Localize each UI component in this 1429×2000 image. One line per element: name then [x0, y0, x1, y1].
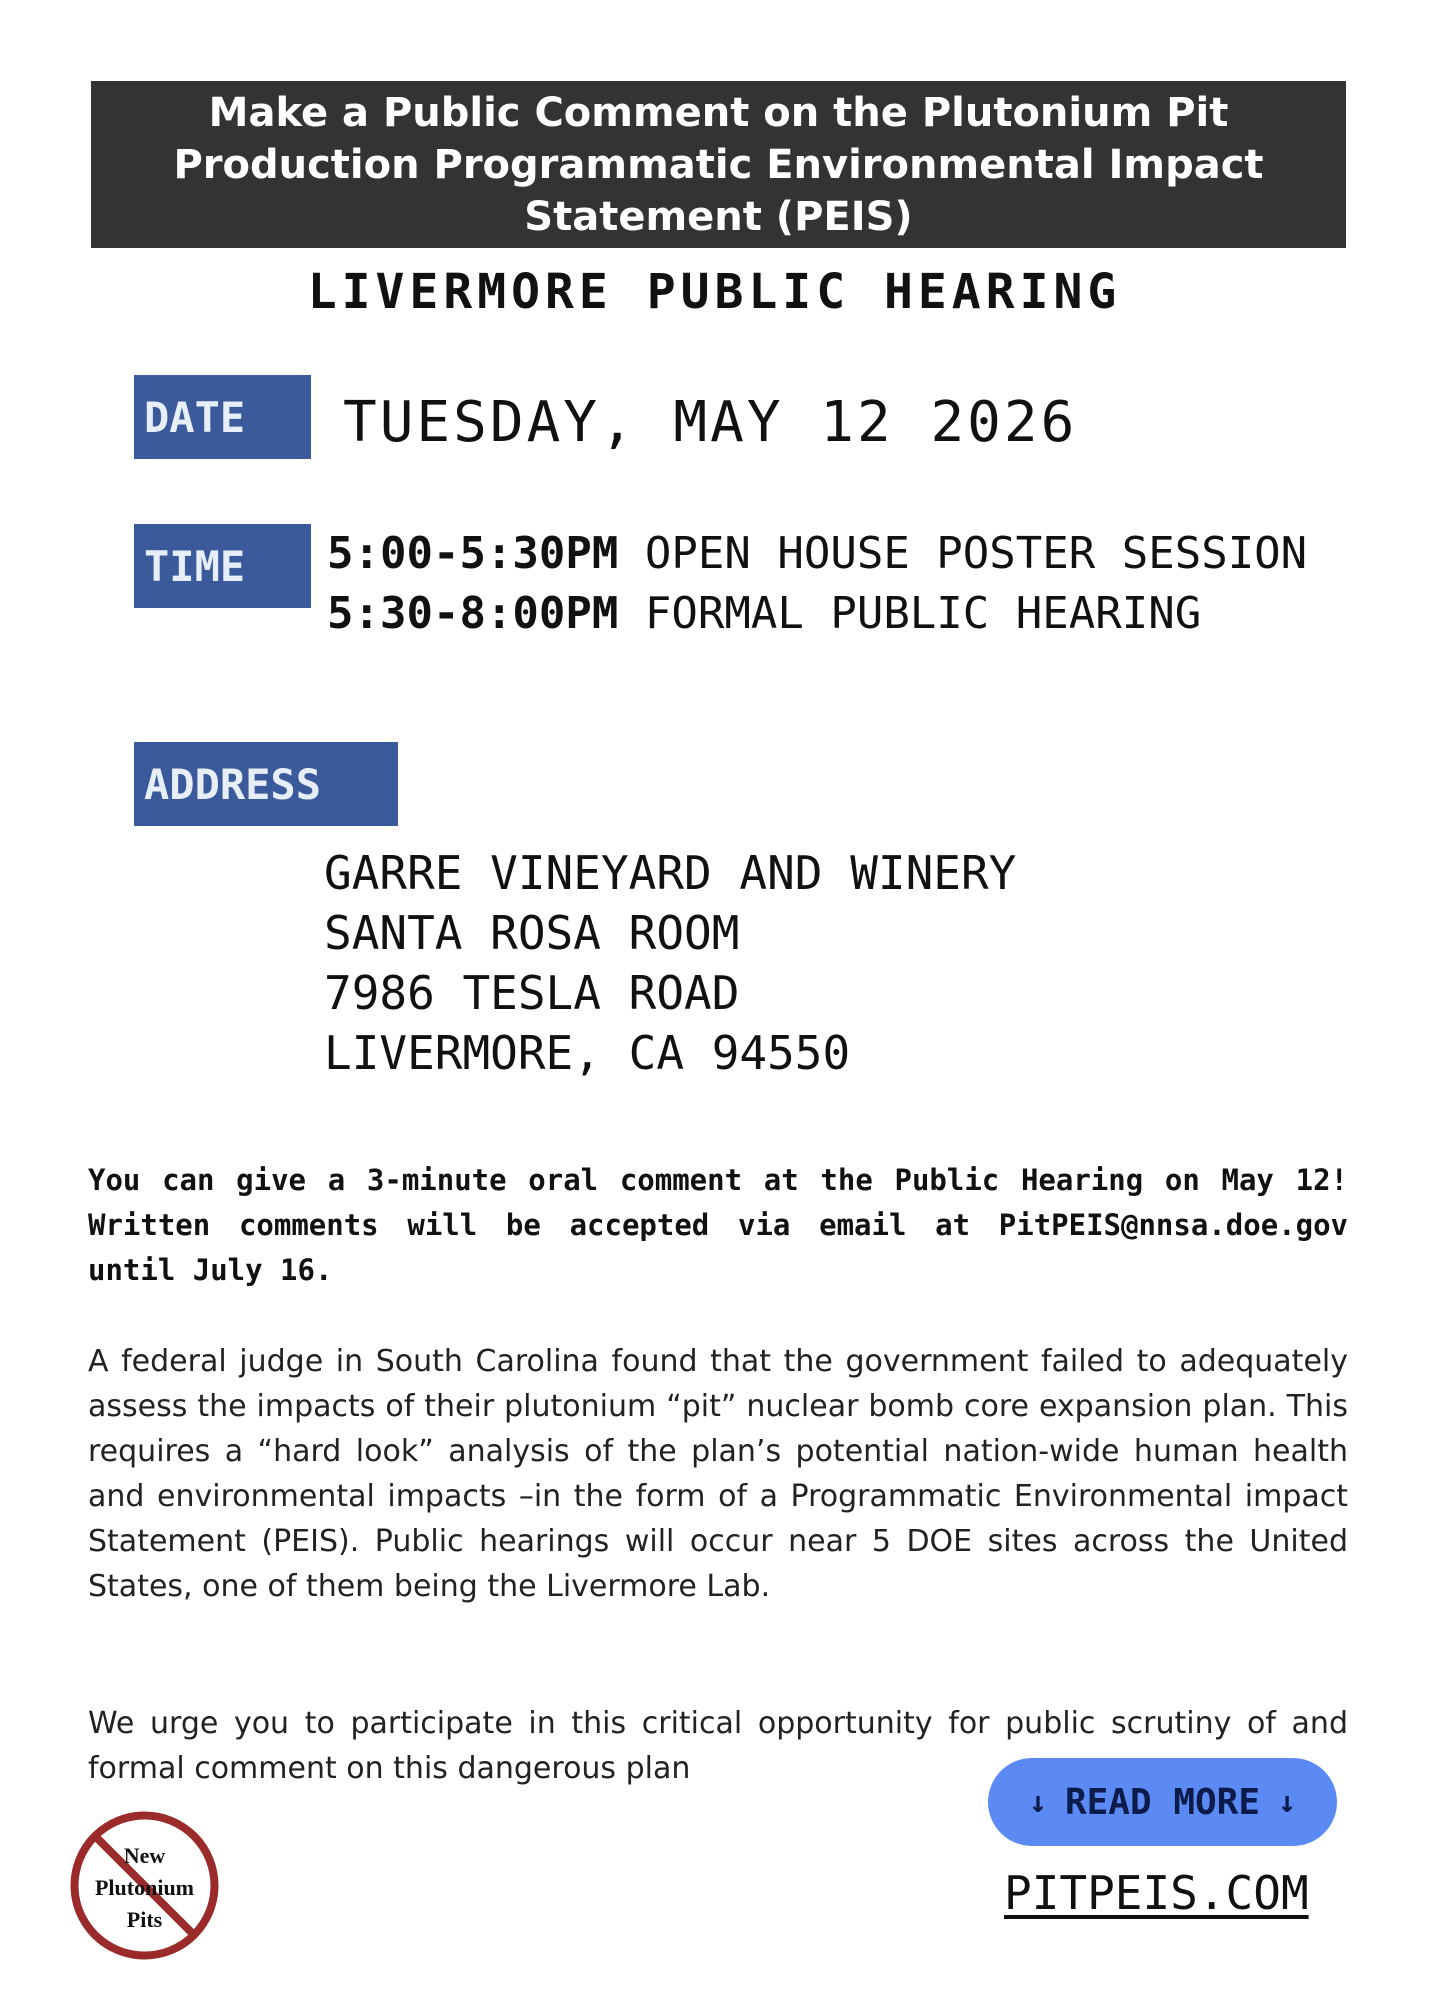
address-line: LIVERMORE, CA 94550 [324, 1026, 851, 1080]
event-address [324, 843, 1016, 1083]
event-subtitle: LIVERMORE PUBLIC HEARING [307, 264, 1122, 320]
logo-line: Plutonium [94, 1875, 195, 1900]
oral-comment-notice: You can give a 3-minute oral comment at the Public Hearing on May 12! Written comments will be accepted via email at PitPEIS@nnsa.doe.gov until July 16. [88, 1163, 1348, 1287]
arrow-down-icon: ↓ [1278, 1784, 1297, 1820]
time-schedule [327, 524, 1347, 644]
time-description: OPEN HOUSE POSTER SESSION [644, 528, 1308, 579]
time-range: 5:00-5:30PM [327, 528, 619, 579]
logo-line: Pits [126, 1907, 163, 1932]
address-tag: ADDRESS [134, 742, 398, 826]
logo-text [67, 1840, 222, 1936]
arrow-down-icon: ↓ [1028, 1784, 1047, 1820]
address-line: GARRE VINEYARD AND WINERY [324, 846, 1017, 900]
time-slot [327, 524, 1347, 584]
date-tag: DATE [134, 375, 311, 459]
address-line: SANTA ROSA ROOM [324, 906, 740, 960]
time-range: 5:30-8:00PM [327, 588, 619, 639]
read-more-button[interactable] [988, 1758, 1337, 1846]
background-paragraph: A federal judge in South Carolina found that the government failed to adequately assess the impacts of their plutonium “pit” nuclear bomb core expansion plan. This requires a “hard look” analysis of the plan’s potential nation-wide human health and environmental impacts –in the form of a Programmatic Environmental impact Statement (PEIS). Public hearings will occur near 5 DOE sites across the United States, one of them being the Livermore Lab. [88, 1344, 1348, 1604]
no-new-pits-logo [67, 1808, 222, 1963]
read-more-label: READ MORE [1064, 1781, 1261, 1823]
address-line: 7986 TESLA ROAD [324, 966, 740, 1020]
call-to-action-paragraph: We urge you to participate in this critical opportunity for public scrutiny of and formal comment on this dangerous plan [88, 1706, 1348, 1786]
page-title: Make a Public Comment on the Plutonium Pit Production Programmatic Environmental Impact Statement (PEIS) [173, 89, 1264, 240]
time-description: FORMAL PUBLIC HEARING [644, 588, 1202, 639]
header-banner [91, 81, 1346, 248]
event-date: TUESDAY, MAY 12 2026 [343, 390, 1078, 455]
website-link[interactable]: PITPEIS.COM [1004, 1866, 1309, 1920]
logo-line: New [123, 1843, 166, 1868]
time-slot [327, 584, 1347, 644]
time-tag: TIME [134, 524, 311, 608]
